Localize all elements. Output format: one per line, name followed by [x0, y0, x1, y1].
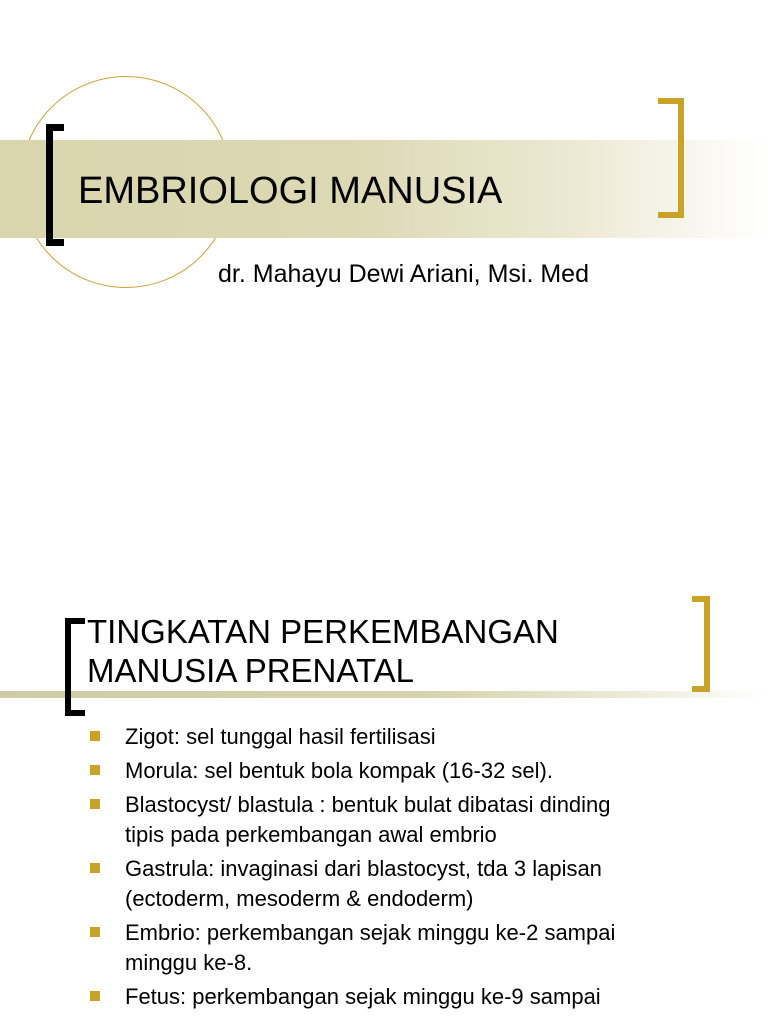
list-item-text: Zigot: sel tunggal hasil fertilisasi [125, 724, 436, 749]
list-item-text: Blastocyst/ blastula : bentuk bulat dibatasi dinding [125, 792, 611, 817]
slide-heading [87, 612, 687, 690]
list-item [0, 918, 768, 978]
heading-line-2: MANUSIA PRENATAL [87, 652, 415, 689]
right-bracket [658, 98, 684, 218]
list-item-text: Morula: sel bentuk bola kompak (16-32 sel). [125, 758, 553, 783]
left-bracket [46, 124, 64, 246]
list-item [0, 756, 768, 786]
list-item [0, 790, 768, 850]
list-item [0, 722, 768, 752]
square-bullet-icon [90, 765, 100, 775]
heading-rule [0, 691, 768, 698]
right-bracket [692, 596, 710, 692]
slide-subtitle: dr. Mahayu Dewi Ariani, Msi. Med [218, 260, 589, 288]
list-item-text: Gastrula: invaginasi dari blastocyst, tda 3 lapisan [125, 856, 602, 881]
bullet-list [0, 722, 768, 1016]
list-item-text: Fetus: perkembangan sejak minggu ke-9 sampai [125, 984, 601, 1009]
square-bullet-icon [90, 799, 100, 809]
list-item-text-cont: minggu ke-8. [125, 950, 253, 975]
left-bracket [65, 618, 85, 716]
square-bullet-icon [90, 927, 100, 937]
list-item [0, 854, 768, 914]
square-bullet-icon [90, 731, 100, 741]
content-slide [0, 512, 768, 1024]
list-item [0, 982, 768, 1012]
square-bullet-icon [90, 991, 100, 1001]
list-item-text-cont: tipis pada perkembangan awal embrio [125, 822, 497, 847]
heading-line-1: TINGKATAN PERKEMBANGAN [87, 613, 559, 650]
list-item-text-cont: (ectoderm, mesoderm & endoderm) [125, 886, 474, 911]
square-bullet-icon [90, 863, 100, 873]
slide-title: EMBRIOLOGI MANUSIA [78, 170, 503, 212]
list-item-text: Embrio: perkembangan sejak minggu ke-2 sampai [125, 920, 616, 945]
